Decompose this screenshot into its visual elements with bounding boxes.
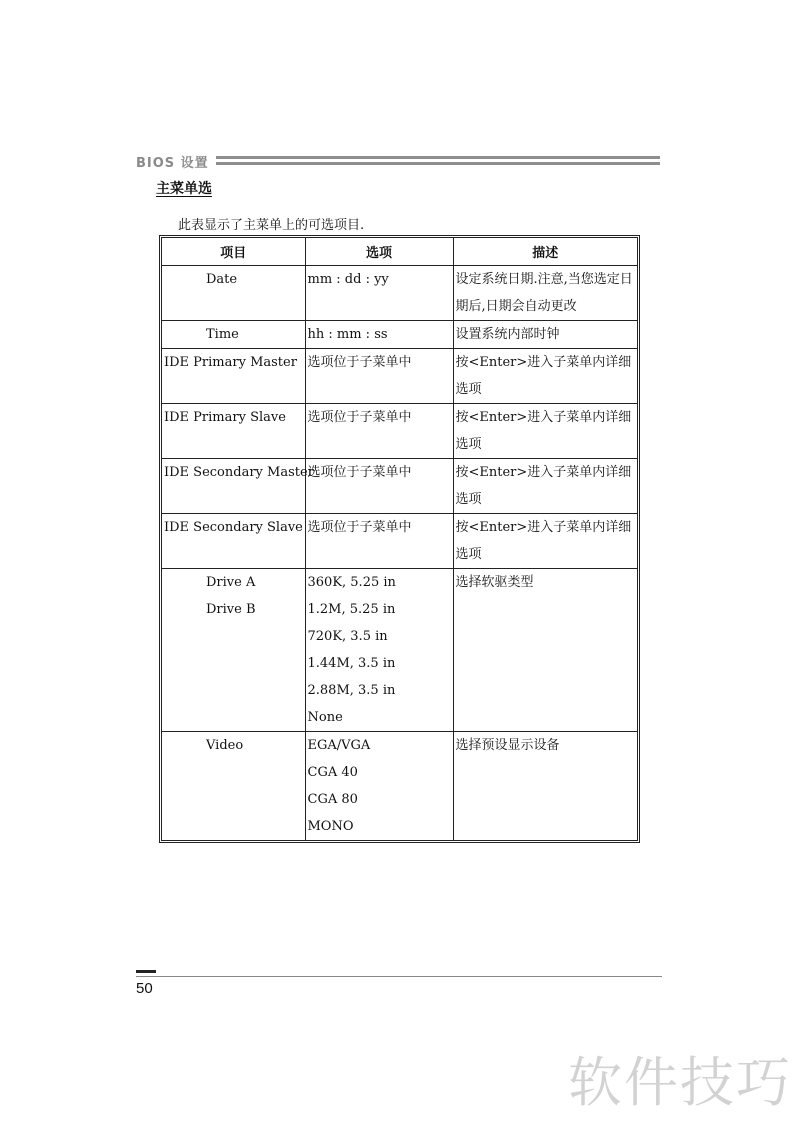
description-text: 选择软驱类型 [455,575,534,590]
footer-rule [136,976,662,977]
item-cell [162,459,314,514]
option-value: 选项位于子菜单中 [307,355,412,370]
option-value: MONO [307,819,354,834]
item-name: Time [206,327,239,342]
description-text: 按<Enter>进入子菜单内详细选项 [455,410,632,452]
option-value: hh : mm : ss [307,327,388,342]
option-value: 360K, 5.25 in [307,575,396,590]
item-cell [162,732,305,841]
description-cell [453,321,637,349]
footer-mark [136,970,156,973]
options-cell [305,349,453,404]
description-text: 设置系统内部时钟 [455,327,560,342]
item-name: Video [206,738,244,753]
description-text: 按<Enter>进入子菜单内详细选项 [455,465,632,507]
page-header [136,152,660,172]
description-cell [453,459,637,514]
watermark: 软件技巧 [568,1051,792,1114]
option-value: 1.44M, 3.5 in [307,656,396,671]
header-item: 项目 [162,238,305,266]
item-cell [162,569,305,732]
description-text: 按<Enter>进入子菜单内详细选项 [455,520,632,562]
description-cell [453,569,637,732]
section-title: 主菜单选 [156,181,212,197]
header-title: BIOS 设置 [136,156,209,171]
item-cell [162,321,305,349]
item-name: IDE Secondary Master [164,465,314,480]
option-value: 选项位于子菜单中 [307,410,412,425]
option-value: 选项位于子菜单中 [307,465,412,480]
description-cell [453,404,637,459]
header-options: 选项 [305,238,453,266]
item-name: IDE Secondary Slave [164,520,303,535]
options-cell [305,266,453,321]
options-cell [305,404,453,459]
description-cell [453,732,637,841]
table-row [162,569,637,732]
header-description: 描述 [453,238,637,266]
description-text: 设定系统日期.注意,当您选定日期后,日期会自动更改 [455,272,633,314]
option-value: EGA/VGA [307,738,371,753]
options-cell [305,321,453,349]
item-cell [162,514,305,569]
table-row [162,404,637,459]
description-cell [453,514,637,569]
table-row [162,349,637,404]
item-cell [162,349,305,404]
description-cell [453,349,637,404]
description-cell [453,266,637,321]
item-name: IDE Primary Master [164,355,297,370]
table-header-row [162,238,637,266]
options-cell [305,514,453,569]
item-name: IDE Primary Slave [164,410,286,425]
option-value: CGA 80 [307,792,358,807]
item-name: Date [206,272,238,287]
item-name: Drive A [206,575,256,590]
option-value: 1.2M, 5.25 in [307,602,396,617]
table-row [162,321,637,349]
item-name: Drive B [206,602,256,617]
description-text: 选择预设显示设备 [455,738,560,753]
options-cell [305,459,453,514]
page-number: 50 [136,980,153,997]
options-cell [305,569,453,732]
option-value: None [307,710,343,725]
option-value: 720K, 3.5 in [307,629,388,644]
table-row [162,514,637,569]
table-row [162,459,637,514]
option-value: CGA 40 [307,765,358,780]
main-menu-table [159,235,640,843]
option-value: mm : dd : yy [307,272,389,287]
description-text: 按<Enter>进入子菜单内详细选项 [455,355,632,397]
item-cell [162,266,305,321]
header-rule [216,156,660,165]
intro-text: 此表显示了主菜单上的可选项目. [178,218,365,233]
item-cell [162,404,305,459]
option-value: 2.88M, 3.5 in [307,683,396,698]
option-value: 选项位于子菜单中 [307,520,412,535]
table-row [162,732,637,841]
options-cell [305,732,453,841]
table-row [162,266,637,321]
